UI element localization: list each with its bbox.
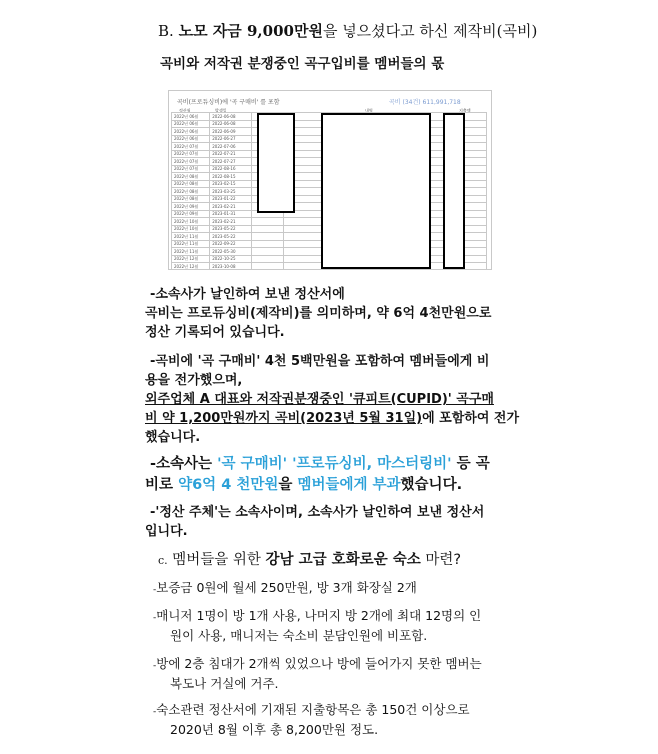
heading-c-post: 마련? — [420, 552, 462, 568]
ledger-cell: 2022-06-27 — [210, 135, 252, 143]
ledger-cell: 2022년 06월 — [172, 120, 210, 128]
ledger-cell: 2022년 12월 — [172, 255, 210, 263]
ledger-cell: 2023-01-22 — [210, 195, 252, 203]
ledger-cell: 2022-08-15 — [210, 173, 252, 181]
ledger-cell: 2022년 07월 — [172, 165, 210, 173]
bullet-item — [153, 578, 417, 596]
ledger-cell: 2022년 12월 — [172, 263, 210, 271]
ledger-cell: 2022년 08월 — [172, 188, 210, 196]
image-title-right: 곡비 (34건) 611,991,718 — [389, 99, 461, 106]
heading-c-bold: 강남 고급 호화로운 숙소 — [265, 552, 421, 568]
heading-c-pre: 멤버들을 위한 — [172, 552, 266, 568]
ledger-cell — [252, 248, 284, 256]
image-col-header-4: 지출액 — [459, 108, 471, 113]
bullet-dash: - — [153, 661, 157, 671]
para1-line1: -소속사가 날인하여 보낸 정산서에 — [150, 287, 345, 302]
ledger-cell: 2023-02-21 — [210, 218, 252, 226]
heading-b — [158, 20, 537, 41]
image-col-header-1: 정산월 — [179, 108, 191, 113]
para2-line3: 외주업체 A 대표와 저작권분쟁중인 '큐피트(CUPID)' 곡구매 — [145, 392, 494, 407]
ledger-cell: 2022-08-16 — [210, 165, 252, 173]
ledger-cell: 2022년 10월 — [172, 218, 210, 226]
subheading: 곡비와 저작권 분쟁중인 곡구입비를 멤버들의 몫 — [160, 56, 445, 72]
ledger-cell: 2022년 06월 — [172, 135, 210, 143]
para4-line1: -'정산 주체'는 소속사이며, 소속사가 날인하여 보낸 정산서 — [150, 505, 485, 520]
ledger-cell: 2022-06-08 — [210, 120, 252, 128]
ledger-cell: 2022년 07월 — [172, 150, 210, 158]
ledger-cell: 2022-09-22 — [210, 240, 252, 248]
para2-line5: 했습니다. — [145, 430, 201, 445]
para3-highlight: 멤버들에게 부과 — [297, 477, 401, 493]
ledger-cell: 2022-10-25 — [210, 255, 252, 263]
ledger-cell: 2022-07-06 — [210, 143, 252, 151]
bullet-dash: - — [153, 585, 157, 595]
para3-line1 — [150, 452, 490, 473]
ledger-cell: 2023-03-25 — [210, 188, 252, 196]
para3-text: 등 곡 — [451, 456, 490, 472]
ledger-cell: 2022년 08월 — [172, 173, 210, 181]
ledger-cell: 2022년 11월 — [172, 233, 210, 241]
para3-text: 했습니다. — [400, 477, 463, 493]
image-col-header-3: 내역 — [365, 108, 373, 113]
para3-highlight: 약6억 4 천만원 — [178, 477, 279, 493]
redaction-box — [257, 113, 295, 213]
para2-line2: 용을 전가했으며, — [145, 373, 243, 388]
heading-c-letter: c. — [158, 554, 168, 567]
ledger-cell — [252, 218, 284, 226]
bullet-line-cont: 원이 사용, 매니저는 숙소비 분담인원에 비포함. — [170, 628, 428, 643]
settlement-document-image — [168, 90, 492, 270]
ledger-cell: 2022년 11월 — [172, 240, 210, 248]
para2-line4-rest: 에 포함하여 전가 — [422, 411, 520, 426]
ledger-cell: 2023-10-08 — [210, 263, 252, 271]
ledger-cell: 2023-01-31 — [210, 210, 252, 218]
ledger-cell: 2022-07-21 — [210, 150, 252, 158]
para2-line4 — [145, 407, 519, 426]
bullet-line: 매니저 1명이 방 1개 사용, 나머지 방 2개에 최대 12명의 인 — [156, 608, 482, 623]
redaction-box — [321, 113, 431, 269]
ledger-cell — [252, 263, 284, 271]
ledger-cell: 2022년 07월 — [172, 158, 210, 166]
ledger-cell: 2022년 11월 — [172, 248, 210, 256]
image-title-left: 곡비(프로듀싱비)에 '곡 구매비' 를 포함 — [177, 99, 280, 106]
ledger-cell: 2022년 10월 — [172, 225, 210, 233]
ledger-cell: 2022년 07월 — [172, 143, 210, 151]
bullet-line-cont: 2020년 8월 이후 총 8,200만원 정도. — [170, 722, 379, 737]
heading-b-bold: 노모 자금 9,000만원 — [178, 22, 323, 40]
ledger-cell — [252, 255, 284, 263]
ledger-cell: 2022-06-08 — [210, 113, 252, 121]
para3-text: 비로 — [145, 477, 179, 493]
bullet-line-cont: 복도나 거실에 거주. — [170, 676, 279, 691]
heading-b-rest: 을 넣으셨다고 하신 제작비(곡비) — [322, 22, 538, 40]
ledger-cell: 2022년 08월 — [172, 180, 210, 188]
ledger-cell: 2022년 09월 — [172, 203, 210, 211]
ledger-cell — [252, 225, 284, 233]
para1-line2: 곡비는 프로듀싱비(제작비)를 의미하며, 약 6억 4천만원으로 — [145, 306, 492, 321]
heading-b-letter: B. — [158, 22, 174, 40]
bullet-line: 숙소관련 정산서에 기재된 지출항목은 총 150건 이상으로 — [156, 702, 470, 717]
ledger-cell: 2022년 06월 — [172, 128, 210, 136]
ledger-cell: 2022-06-09 — [210, 128, 252, 136]
para3-text: 을 — [278, 477, 298, 493]
para3-highlight: '곡 구매비' '프로듀싱비, 마스터링비' — [217, 456, 452, 472]
ledger-cell: 2023-05-22 — [210, 233, 252, 241]
ledger-cell: 2022-05-30 — [210, 248, 252, 256]
para2-line4-underlined: 비 약 1,200만원까지 곡비(2023년 5월 31일) — [145, 411, 423, 426]
para3-line2 — [145, 473, 462, 494]
ledger-cell: 2022년 06월 — [172, 113, 210, 121]
heading-c — [158, 548, 461, 569]
para2-line1: -곡비에 '곡 구매비' 4천 5백만원을 포함하여 멤버들에게 비 — [150, 354, 490, 369]
para3-text: -소속사는 — [150, 456, 218, 472]
ledger-cell: 2022-07-27 — [210, 158, 252, 166]
bullet-item — [153, 606, 481, 624]
ledger-cell — [252, 233, 284, 241]
image-col-header-2: 발생일 — [215, 108, 227, 113]
ledger-cell — [252, 240, 284, 248]
ledger-cell: 2023-05-22 — [210, 225, 252, 233]
bullet-item — [153, 700, 470, 718]
bullet-line: 보증금 0원에 월세 250만원, 방 3개 화장실 2개 — [156, 580, 417, 595]
ledger-cell: 2022년 08월 — [172, 195, 210, 203]
para1-line3: 정산 기록되어 있습니다. — [145, 325, 285, 340]
redaction-box — [443, 113, 465, 269]
ledger-cell: 2022년 09월 — [172, 210, 210, 218]
bullet-line: 방에 2층 침대가 2개씩 있었으나 방에 들어가지 못한 멤버는 — [156, 656, 482, 671]
ledger-cell: 2023-02-15 — [210, 180, 252, 188]
bullet-item — [153, 654, 482, 672]
bullet-dash: - — [153, 707, 157, 717]
ledger-cell: 2023-02-21 — [210, 203, 252, 211]
para4-line2: 입니다. — [145, 524, 188, 539]
bullet-dash: - — [153, 613, 157, 623]
